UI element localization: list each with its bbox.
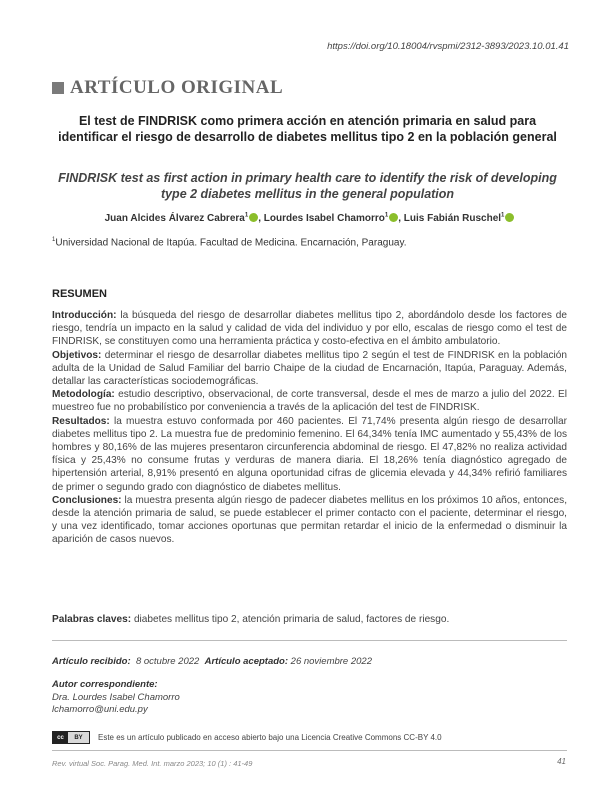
author: Juan Alcides Álvarez Cabrera$^1$ , — [104, 213, 264, 225]
page-number: 41 — [557, 757, 566, 766]
affiliation: $^1$Universidad Nacional de Itapúa. Facultad de Medicina. Encarnación, Paraguay. — [52, 237, 407, 249]
author-email[interactable]: lchamorro@uni.edu.py — [52, 704, 148, 715]
footer-divider — [52, 750, 567, 751]
abstract-paragraph: Conclusiones: la muestra presenta algún riesgo de padecer diabetes mellitus en los próximos 10 años, entonces, desde la atención primaria de salud, se puede establecer el primer contacto con el paciente, determinar el riesgo, y una vez identificado, tomar acciones oportunas que permitan retardar el inicio de la enfermedad o disminuir la aparición de casos nuevos. — [52, 494, 567, 546]
article-dates: Artículo recibido: 8 octubre 2022 Artículo aceptado: 26 noviembre 2022 — [52, 656, 372, 667]
author-list — [52, 213, 567, 224]
abstract-paragraph: Metodología: estudio descriptivo, observacional, de corte transversal, desde el mes de marzo a julio del 2022. El muestreo fue no probabilístico por conveniencia a través de la aplicación del test de FINDRISK. — [52, 389, 567, 414]
abstract-paragraph: Objetivos: determinar el riesgo de desarrollar diabetes mellitus tipo 2 según el test de FINDRISK en la población adulta de la Unidad de Salud Familiar del barrio Chaipe de la ciudad de Encarnación, Itapúa, Paraguay. Además, detallar las características sociodemográficas. — [52, 349, 567, 388]
abstract — [52, 309, 567, 547]
license-notice: cc BY Este es un artículo publicado en acceso abierto bajo una Licencia Creative Commons CC-BY 4.0 — [52, 731, 442, 744]
abstract-heading: RESUMEN — [52, 288, 108, 300]
abstract-paragraph: Introducción: la búsqueda del riesgo de desarrollar diabetes mellitus tipo 2, abordándolo desde los factores de riesgo, tendría un impacto en la salud y calidad de vida del individuo y por ello, escalas de riesgo como el test de FINDRISK, se constituyen como una herramienta práctica y costo-efectiva en el ámbito ambulatorio. — [52, 310, 567, 348]
title-spanish: El test de FINDRISK como primera acción en atención primaria en salud para identificar el riesgo de desarrollo de diabetes mellitus tipo 2 en la población general — [58, 114, 557, 144]
abstract-paragraph: Resultados: la muestra estuvo conformada por 460 pacientes. El 71,74% presenta algún riesgo de desarrollar diabetes mellitus tipo 2. La muestra fue de predominio femenino. El 64,34% tenía IMC aumentado y 55,43% de los hombres y 80,16% de las mujeres presentaron circunferencia abdominal de riesgo. El 47,82% no realiza actividad física y 25,43% no consume frutas y verduras de manera diaria. El 18,26% tenía diagnóstico agregado de hipertensión arterial, 8,91% presentó en alguna oportunidad cifras de glicemia elevada y 44,34% refirió familiares de primer o segundo grado con diagnóstico de diabetes mellitus. — [52, 415, 567, 493]
orcid-icon[interactable] — [389, 213, 398, 222]
cc-by-icon[interactable]: cc BY — [52, 731, 90, 744]
section-square-icon — [52, 82, 64, 94]
keywords: Palabras claves: diabetes mellitus tipo 2, atención primaria de salud, factores de riesgo. — [52, 614, 450, 625]
orcid-icon[interactable] — [249, 213, 258, 222]
author: Luis Fabián Ruschel$^1$ — [404, 213, 515, 224]
divider — [52, 640, 567, 641]
section-heading — [52, 77, 283, 99]
corresponding-author: Autor correspondiente: Dra. Lourdes Isabel Chamorro lchamorro@uni.edu.py — [52, 679, 180, 715]
section-label: ARTÍCULO ORIGINAL — [70, 77, 284, 98]
journal-citation: Rev. virtual Soc. Parag. Med. Int. marzo 2023; 10 (1) : 41-49 — [52, 759, 253, 768]
orcid-icon[interactable] — [505, 213, 514, 222]
doi-link[interactable]: https://doi.org/10.18004/rvspmi/2312-3893/2023.10.01.41 — [327, 41, 569, 52]
title-english: FINDRISK test as first action in primary health care to identify the risk of developing type 2 diabetes mellitus in the general population — [58, 171, 557, 201]
author: Lourdes Isabel Chamorro$^1$ , — [263, 213, 404, 225]
